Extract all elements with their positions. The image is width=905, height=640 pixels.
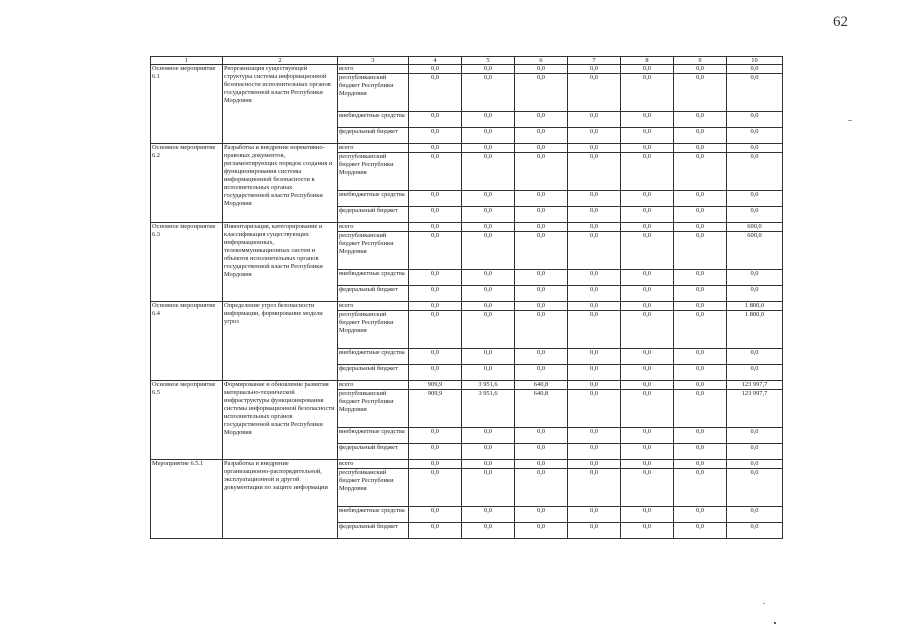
- amount-cell: 0,0: [409, 365, 462, 381]
- amount-cell: 0,0: [621, 153, 674, 191]
- amount-cell: 0,0: [727, 469, 783, 507]
- page-number: 62: [833, 14, 848, 30]
- amount-cell: 0,0: [462, 207, 515, 223]
- amount-cell: 0,0: [515, 311, 568, 349]
- table-row: [151, 223, 783, 232]
- amount-cell: 0,0: [727, 523, 783, 539]
- amount-cell: 0,0: [621, 191, 674, 207]
- amount-cell: 0,0: [621, 381, 674, 390]
- amount-cell: 0,0: [409, 286, 462, 302]
- amount-cell: 0,0: [462, 270, 515, 286]
- amount-cell: 0,0: [462, 191, 515, 207]
- column-header: 2: [223, 57, 338, 65]
- funding-source: республиканский бюджет Республики Мордовия: [338, 390, 409, 428]
- amount-cell: 0,0: [727, 112, 783, 128]
- amount-cell: 0,0: [674, 444, 727, 460]
- amount-cell: 0,0: [568, 128, 621, 144]
- funding-source: республиканский бюджет Республики Мордовия: [338, 153, 409, 191]
- amount-cell: 600,0: [727, 223, 783, 232]
- amount-cell: 0,0: [568, 112, 621, 128]
- funding-source: всего: [338, 381, 409, 390]
- measure-description: Разработка и внедрение нормативно-правовых документов, регламентирующих порядок создания и функционирования системы информационной безопасности в исполнительных органах государственной власти Республики Мордовия: [223, 144, 338, 223]
- amount-cell: 0,0: [727, 191, 783, 207]
- amount-cell: 0,0: [727, 153, 783, 191]
- amount-cell: 0,0: [515, 460, 568, 469]
- amount-cell: 0,0: [568, 460, 621, 469]
- amount-cell: 0,0: [621, 128, 674, 144]
- amount-cell: 0,0: [515, 444, 568, 460]
- funding-source: внебюджетные средства: [338, 349, 409, 365]
- amount-cell: 0,0: [568, 74, 621, 112]
- amount-cell: 0,0: [621, 207, 674, 223]
- amount-cell: 0,0: [674, 270, 727, 286]
- amount-cell: 0,0: [727, 349, 783, 365]
- funding-source: внебюджетные средства: [338, 507, 409, 523]
- amount-cell: 0,0: [568, 302, 621, 311]
- amount-cell: 0,0: [409, 223, 462, 232]
- amount-cell: 0,0: [674, 144, 727, 153]
- amount-cell: 0,0: [515, 74, 568, 112]
- amount-cell: 0,0: [674, 428, 727, 444]
- table-body: [151, 65, 783, 539]
- amount-cell: 0,0: [674, 302, 727, 311]
- amount-cell: 0,0: [727, 286, 783, 302]
- measure-description: Определение угроз безопасности информации, формирование модели угроз: [223, 302, 338, 381]
- amount-cell: 0,0: [568, 444, 621, 460]
- amount-cell: 0,0: [515, 507, 568, 523]
- funding-source: всего: [338, 302, 409, 311]
- header-row: [151, 57, 783, 65]
- funding-source: федеральный бюджет: [338, 207, 409, 223]
- table-row: [151, 65, 783, 74]
- amount-cell: 0,0: [674, 223, 727, 232]
- amount-cell: 0,0: [462, 65, 515, 74]
- amount-cell: 0,0: [674, 390, 727, 428]
- amount-cell: 0,0: [727, 270, 783, 286]
- amount-cell: 0,0: [568, 270, 621, 286]
- amount-cell: 0,0: [621, 223, 674, 232]
- table-row: [151, 381, 783, 390]
- column-header: 7: [568, 57, 621, 65]
- amount-cell: 0,0: [621, 507, 674, 523]
- amount-cell: 0,0: [409, 65, 462, 74]
- amount-cell: 0,0: [621, 349, 674, 365]
- amount-cell: 0,0: [515, 232, 568, 270]
- amount-cell: 0,0: [621, 311, 674, 349]
- amount-cell: 0,0: [568, 191, 621, 207]
- table-row: [151, 144, 783, 153]
- column-header: 6: [515, 57, 568, 65]
- measure-description: Инвентаризация, категорирование и классификация существующих информационных, телекоммуникационных систем и объектов исполнительных органов государственной власти Республики Мордовия: [223, 223, 338, 302]
- funding-source: республиканский бюджет Республики Мордовия: [338, 232, 409, 270]
- amount-cell: 0,0: [568, 381, 621, 390]
- amount-cell: 0,0: [621, 74, 674, 112]
- amount-cell: 0,0: [674, 349, 727, 365]
- amount-cell: 0,0: [515, 128, 568, 144]
- scan-mark: [848, 120, 852, 121]
- amount-cell: 0,0: [409, 232, 462, 270]
- column-header: 8: [621, 57, 674, 65]
- amount-cell: 0,0: [674, 507, 727, 523]
- amount-cell: 0,0: [515, 223, 568, 232]
- measure-description: Формирование и обновление развития материально-технической инфраструктуры функционирования системы информационной безопасности исполнительных органов государственной власти Республики Мордовия: [223, 381, 338, 460]
- column-header: 1: [151, 57, 223, 65]
- amount-cell: 0,0: [409, 523, 462, 539]
- funding-source: всего: [338, 460, 409, 469]
- measure-description: Реорганизация существующей структуры системы информационной безопасности исполнительных органов государственной власти Республики Мордовия: [223, 65, 338, 144]
- amount-cell: 0,0: [621, 270, 674, 286]
- column-header: 5: [462, 57, 515, 65]
- amount-cell: 0,0: [621, 460, 674, 469]
- amount-cell: 0,0: [621, 302, 674, 311]
- measure-name: Основное мероприятие 6.4: [151, 302, 223, 381]
- amount-cell: 0,0: [674, 286, 727, 302]
- budget-table: [150, 56, 783, 539]
- amount-cell: 0,0: [674, 153, 727, 191]
- amount-cell: 3 951,6: [462, 381, 515, 390]
- amount-cell: 0,0: [515, 286, 568, 302]
- funding-source: всего: [338, 65, 409, 74]
- column-header: 4: [409, 57, 462, 65]
- amount-cell: 0,0: [568, 390, 621, 428]
- amount-cell: 123 997,7: [727, 390, 783, 428]
- amount-cell: 0,0: [409, 112, 462, 128]
- amount-cell: 0,0: [568, 349, 621, 365]
- amount-cell: 0,0: [409, 311, 462, 349]
- amount-cell: 0,0: [674, 460, 727, 469]
- amount-cell: 0,0: [462, 232, 515, 270]
- amount-cell: 0,0: [462, 153, 515, 191]
- funding-source: внебюджетные средства: [338, 428, 409, 444]
- amount-cell: 0,0: [621, 112, 674, 128]
- amount-cell: 0,0: [621, 286, 674, 302]
- amount-cell: 0,0: [674, 381, 727, 390]
- amount-cell: 0,0: [621, 444, 674, 460]
- amount-cell: 0,0: [462, 460, 515, 469]
- amount-cell: 0,0: [462, 74, 515, 112]
- amount-cell: 0,0: [568, 65, 621, 74]
- funding-source: федеральный бюджет: [338, 286, 409, 302]
- amount-cell: 0,0: [409, 444, 462, 460]
- amount-cell: 0,0: [568, 365, 621, 381]
- amount-cell: 0,0: [727, 428, 783, 444]
- amount-cell: 0,0: [621, 428, 674, 444]
- amount-cell: 0,0: [462, 507, 515, 523]
- amount-cell: 0,0: [409, 302, 462, 311]
- amount-cell: 0,0: [409, 270, 462, 286]
- amount-cell: 0,0: [674, 112, 727, 128]
- amount-cell: 0,0: [727, 144, 783, 153]
- amount-cell: 123 997,7: [727, 381, 783, 390]
- amount-cell: 0,0: [462, 112, 515, 128]
- measure-name: Основное мероприятие 6.3: [151, 223, 223, 302]
- amount-cell: 0,0: [674, 523, 727, 539]
- amount-cell: 0,0: [674, 232, 727, 270]
- amount-cell: 0,0: [409, 469, 462, 507]
- amount-cell: 0,0: [727, 65, 783, 74]
- amount-cell: 1 800,0: [727, 311, 783, 349]
- amount-cell: 0,0: [568, 153, 621, 191]
- measure-name: Основное мероприятие 6.5: [151, 381, 223, 460]
- amount-cell: 0,0: [727, 460, 783, 469]
- amount-cell: 0,0: [462, 302, 515, 311]
- amount-cell: 0,0: [409, 191, 462, 207]
- amount-cell: 0,0: [462, 311, 515, 349]
- amount-cell: 0,0: [515, 302, 568, 311]
- amount-cell: 0,0: [462, 286, 515, 302]
- amount-cell: 0,0: [409, 428, 462, 444]
- funding-source: всего: [338, 144, 409, 153]
- amount-cell: 0,0: [462, 428, 515, 444]
- amount-cell: 0,0: [462, 128, 515, 144]
- amount-cell: 0,0: [462, 223, 515, 232]
- amount-cell: 0,0: [409, 349, 462, 365]
- amount-cell: 0,0: [674, 365, 727, 381]
- amount-cell: 0,0: [462, 469, 515, 507]
- measure-name: Основное мероприятие 6.1: [151, 65, 223, 144]
- amount-cell: 0,0: [515, 469, 568, 507]
- amount-cell: 0,0: [727, 74, 783, 112]
- table-row: [151, 302, 783, 311]
- funding-source: внебюджетные средства: [338, 270, 409, 286]
- scan-mark: [774, 622, 776, 624]
- amount-cell: 0,0: [621, 65, 674, 74]
- amount-cell: 0,0: [621, 523, 674, 539]
- column-header: 3: [338, 57, 409, 65]
- amount-cell: 0,0: [568, 311, 621, 349]
- amount-cell: 0,0: [515, 144, 568, 153]
- amount-cell: 0,0: [409, 153, 462, 191]
- amount-cell: 0,0: [515, 270, 568, 286]
- amount-cell: 0,0: [621, 144, 674, 153]
- amount-cell: 0,0: [568, 223, 621, 232]
- amount-cell: 0,0: [409, 128, 462, 144]
- column-header: 9: [674, 57, 727, 65]
- amount-cell: 0,0: [674, 128, 727, 144]
- amount-cell: 0,0: [515, 207, 568, 223]
- funding-source: внебюджетные средства: [338, 191, 409, 207]
- amount-cell: 0,0: [621, 469, 674, 507]
- amount-cell: 640,8: [515, 390, 568, 428]
- amount-cell: 0,0: [515, 153, 568, 191]
- funding-source: федеральный бюджет: [338, 523, 409, 539]
- amount-cell: 0,0: [409, 207, 462, 223]
- amount-cell: 0,0: [515, 349, 568, 365]
- amount-cell: 0,0: [409, 144, 462, 153]
- amount-cell: 0,0: [409, 74, 462, 112]
- measure-name: Основное мероприятие 6.2: [151, 144, 223, 223]
- amount-cell: 0,0: [462, 365, 515, 381]
- amount-cell: 1 800,0: [727, 302, 783, 311]
- amount-cell: 0,0: [462, 144, 515, 153]
- amount-cell: 0,0: [462, 349, 515, 365]
- amount-cell: 909,9: [409, 390, 462, 428]
- amount-cell: 0,0: [462, 444, 515, 460]
- amount-cell: 0,0: [515, 191, 568, 207]
- amount-cell: 0,0: [409, 507, 462, 523]
- funding-source: федеральный бюджет: [338, 365, 409, 381]
- column-header: 10: [727, 57, 783, 65]
- amount-cell: 0,0: [568, 232, 621, 270]
- amount-cell: 0,0: [568, 523, 621, 539]
- amount-cell: 0,0: [621, 232, 674, 270]
- funding-source: федеральный бюджет: [338, 128, 409, 144]
- amount-cell: 0,0: [674, 207, 727, 223]
- amount-cell: 0,0: [515, 523, 568, 539]
- amount-cell: 0,0: [674, 469, 727, 507]
- measure-description: Разработка и внедрение организационно-распорядительной, эксплуатационной и другой документации по защите информации: [223, 460, 338, 539]
- amount-cell: 600,0: [727, 232, 783, 270]
- amount-cell: 0,0: [727, 207, 783, 223]
- amount-cell: 0,0: [568, 144, 621, 153]
- amount-cell: 0,0: [621, 365, 674, 381]
- amount-cell: 909,9: [409, 381, 462, 390]
- funding-source: внебюджетные средства: [338, 112, 409, 128]
- amount-cell: 0,0: [515, 365, 568, 381]
- scan-mark: [763, 603, 765, 604]
- funding-source: республиканский бюджет Республики Мордовия: [338, 311, 409, 349]
- amount-cell: 0,0: [727, 128, 783, 144]
- amount-cell: 0,0: [727, 444, 783, 460]
- amount-cell: 640,8: [515, 381, 568, 390]
- funding-source: республиканский бюджет Республики Мордовия: [338, 74, 409, 112]
- funding-source: всего: [338, 223, 409, 232]
- amount-cell: 0,0: [568, 286, 621, 302]
- amount-cell: 0,0: [515, 428, 568, 444]
- amount-cell: 0,0: [727, 365, 783, 381]
- amount-cell: 0,0: [621, 390, 674, 428]
- amount-cell: 0,0: [674, 65, 727, 74]
- amount-cell: 0,0: [515, 112, 568, 128]
- amount-cell: 0,0: [409, 460, 462, 469]
- amount-cell: 0,0: [515, 65, 568, 74]
- funding-source: республиканский бюджет Республики Мордовия: [338, 469, 409, 507]
- amount-cell: 0,0: [674, 311, 727, 349]
- amount-cell: 0,0: [674, 191, 727, 207]
- amount-cell: 0,0: [462, 523, 515, 539]
- amount-cell: 0,0: [674, 74, 727, 112]
- amount-cell: 0,0: [568, 428, 621, 444]
- amount-cell: 0,0: [568, 207, 621, 223]
- amount-cell: 0,0: [727, 507, 783, 523]
- amount-cell: 0,0: [568, 507, 621, 523]
- amount-cell: 3 951,6: [462, 390, 515, 428]
- amount-cell: 0,0: [568, 469, 621, 507]
- funding-source: федеральный бюджет: [338, 444, 409, 460]
- table-row: [151, 460, 783, 469]
- measure-name: Мероприятие 6.5.1: [151, 460, 223, 539]
